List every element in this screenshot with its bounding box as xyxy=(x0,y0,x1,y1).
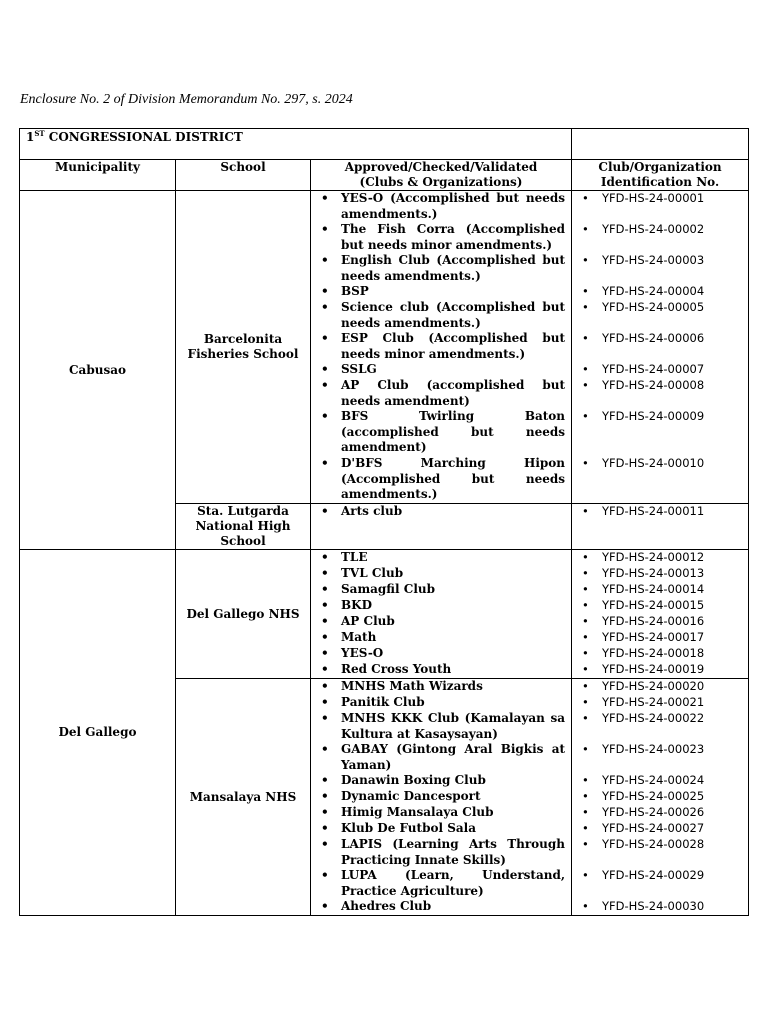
club-id-item: • YFD-HS-24-00001 xyxy=(578,191,742,222)
club-id-item: • YFD-HS-24-00005 xyxy=(578,300,742,331)
club-id-item: • YFD-HS-24-00011 xyxy=(578,504,742,520)
club-item: • AP Club (accomplished but needs amendment) xyxy=(317,378,565,409)
clubs-cell xyxy=(311,550,572,679)
club-item: • ESP Club (Accomplished but needs minor amendments.) xyxy=(317,331,565,362)
club-item: • BSP xyxy=(317,284,565,300)
club-id-item: • YFD-HS-24-00006 xyxy=(578,331,742,362)
club-item: • SSLG xyxy=(317,362,565,378)
club-item: • YES-O (Accomplished but needs amendments.) xyxy=(317,191,565,222)
club-id-item: • YFD-HS-24-00028 xyxy=(578,837,742,868)
club-item: • Arts club xyxy=(317,504,565,520)
district-title xyxy=(20,129,572,160)
club-item: • Danawin Boxing Club xyxy=(317,773,565,789)
club-item: • AP Club xyxy=(317,614,565,630)
header-id: Club/Organization Identification No. xyxy=(572,160,749,191)
header-clubs: Approved/Checked/Validated (Clubs & Organizations) xyxy=(311,160,572,191)
club-id-item: • YFD-HS-24-00030 xyxy=(578,899,742,915)
header-municipality: Municipality xyxy=(20,160,176,191)
club-id-item: • YFD-HS-24-00019 xyxy=(578,662,742,678)
club-id-item: • YFD-HS-24-00004 xyxy=(578,284,742,300)
club-item: • Ahedres Club xyxy=(317,899,565,915)
school-cell: Mansalaya NHS xyxy=(176,679,311,916)
club-item: • LUPA (Learn, Understand, Practice Agriculture) xyxy=(317,868,565,899)
municipality-cell: Del Gallego xyxy=(20,550,176,916)
club-item: • Science club (Accomplished but needs amendments.) xyxy=(317,300,565,331)
ids-list xyxy=(578,191,742,503)
club-item: • MNHS KKK Club (Kamalayan sa Kultura at Kasaysayan) xyxy=(317,711,565,742)
club-item: • GABAY (Gintong Aral Bigkis at Yaman) xyxy=(317,742,565,773)
clubs-list xyxy=(317,504,565,520)
ids-list xyxy=(578,550,742,678)
district-suffix: ST xyxy=(34,129,45,138)
club-item: • Math xyxy=(317,630,565,646)
club-item: • Red Cross Youth xyxy=(317,662,565,678)
club-id-item: • YFD-HS-24-00016 xyxy=(578,614,742,630)
club-item: • MNHS Math Wizards xyxy=(317,679,565,695)
ids-list xyxy=(578,679,742,915)
club-id-item: • YFD-HS-24-00015 xyxy=(578,598,742,614)
club-id-item: • YFD-HS-24-00009 xyxy=(578,409,742,456)
district-label: CONGRESSIONAL DISTRICT xyxy=(44,130,243,144)
school-cell: Sta. Lutgarda National High School xyxy=(176,504,311,550)
enclosure-caption: Enclosure No. 2 of Division Memorandum No. 297, s. 2024 xyxy=(20,92,353,107)
school-cell: Barcelonita Fisheries School xyxy=(176,191,311,504)
clubs-cell xyxy=(311,679,572,916)
club-item: • YES-O xyxy=(317,646,565,662)
club-id-item: • YFD-HS-24-00008 xyxy=(578,378,742,409)
header-row xyxy=(20,160,749,191)
club-item: • Dynamic Dancesport xyxy=(317,789,565,805)
district-row xyxy=(20,129,749,160)
club-item: • BFS Twirling Baton (accomplished but needs amendment) xyxy=(317,409,565,456)
club-item: • BKD xyxy=(317,598,565,614)
club-id-item: • YFD-HS-24-00027 xyxy=(578,821,742,837)
club-id-item: • YFD-HS-24-00020 xyxy=(578,679,742,695)
club-id-item: • YFD-HS-24-00022 xyxy=(578,711,742,742)
ids-cell xyxy=(572,550,749,679)
clubs-cell xyxy=(311,191,572,504)
municipality-cell: Cabusao xyxy=(20,191,176,550)
header-school: School xyxy=(176,160,311,191)
clubs-table xyxy=(19,128,749,916)
club-id-item: • YFD-HS-24-00002 xyxy=(578,222,742,253)
club-id-item: • YFD-HS-24-00025 xyxy=(578,789,742,805)
club-id-item: • YFD-HS-24-00018 xyxy=(578,646,742,662)
club-item: • The Fish Corra (Accomplished but needs minor amendments.) xyxy=(317,222,565,253)
club-id-item: • YFD-HS-24-00010 xyxy=(578,456,742,503)
club-item: • Samagfil Club xyxy=(317,582,565,598)
club-id-item: • YFD-HS-24-00029 xyxy=(578,868,742,899)
clubs-list xyxy=(317,679,565,915)
club-item: • English Club (Accomplished but needs amendments.) xyxy=(317,253,565,284)
ids-cell xyxy=(572,504,749,550)
club-id-item: • YFD-HS-24-00007 xyxy=(578,362,742,378)
club-id-item: • YFD-HS-24-00026 xyxy=(578,805,742,821)
district-empty-cell xyxy=(572,129,749,160)
club-item: • LAPIS (Learning Arts Through Practicing Innate Skills) xyxy=(317,837,565,868)
ids-list xyxy=(578,504,742,520)
club-id-item: • YFD-HS-24-00021 xyxy=(578,695,742,711)
club-item: • TLE xyxy=(317,550,565,566)
clubs-list xyxy=(317,191,565,503)
club-item: • TVL Club xyxy=(317,566,565,582)
district-number: 1 xyxy=(26,130,35,144)
club-item: • D'BFS Marching Hipon (Accomplished but needs amendments.) xyxy=(317,456,565,503)
club-id-item: • YFD-HS-24-00023 xyxy=(578,742,742,773)
club-id-item: • YFD-HS-24-00003 xyxy=(578,253,742,284)
club-item: • Himig Mansalaya Club xyxy=(317,805,565,821)
ids-cell xyxy=(572,191,749,504)
club-id-item: • YFD-HS-24-00024 xyxy=(578,773,742,789)
club-item: • Panitik Club xyxy=(317,695,565,711)
club-id-item: • YFD-HS-24-00017 xyxy=(578,630,742,646)
clubs-list xyxy=(317,550,565,678)
table-row xyxy=(20,191,749,504)
club-id-item: • YFD-HS-24-00013 xyxy=(578,566,742,582)
club-item: • Klub De Futbol Sala xyxy=(317,821,565,837)
club-id-item: • YFD-HS-24-00012 xyxy=(578,550,742,566)
table-row xyxy=(20,550,749,679)
school-cell: Del Gallego NHS xyxy=(176,550,311,679)
club-id-item: • YFD-HS-24-00014 xyxy=(578,582,742,598)
ids-cell xyxy=(572,679,749,916)
clubs-cell xyxy=(311,504,572,550)
